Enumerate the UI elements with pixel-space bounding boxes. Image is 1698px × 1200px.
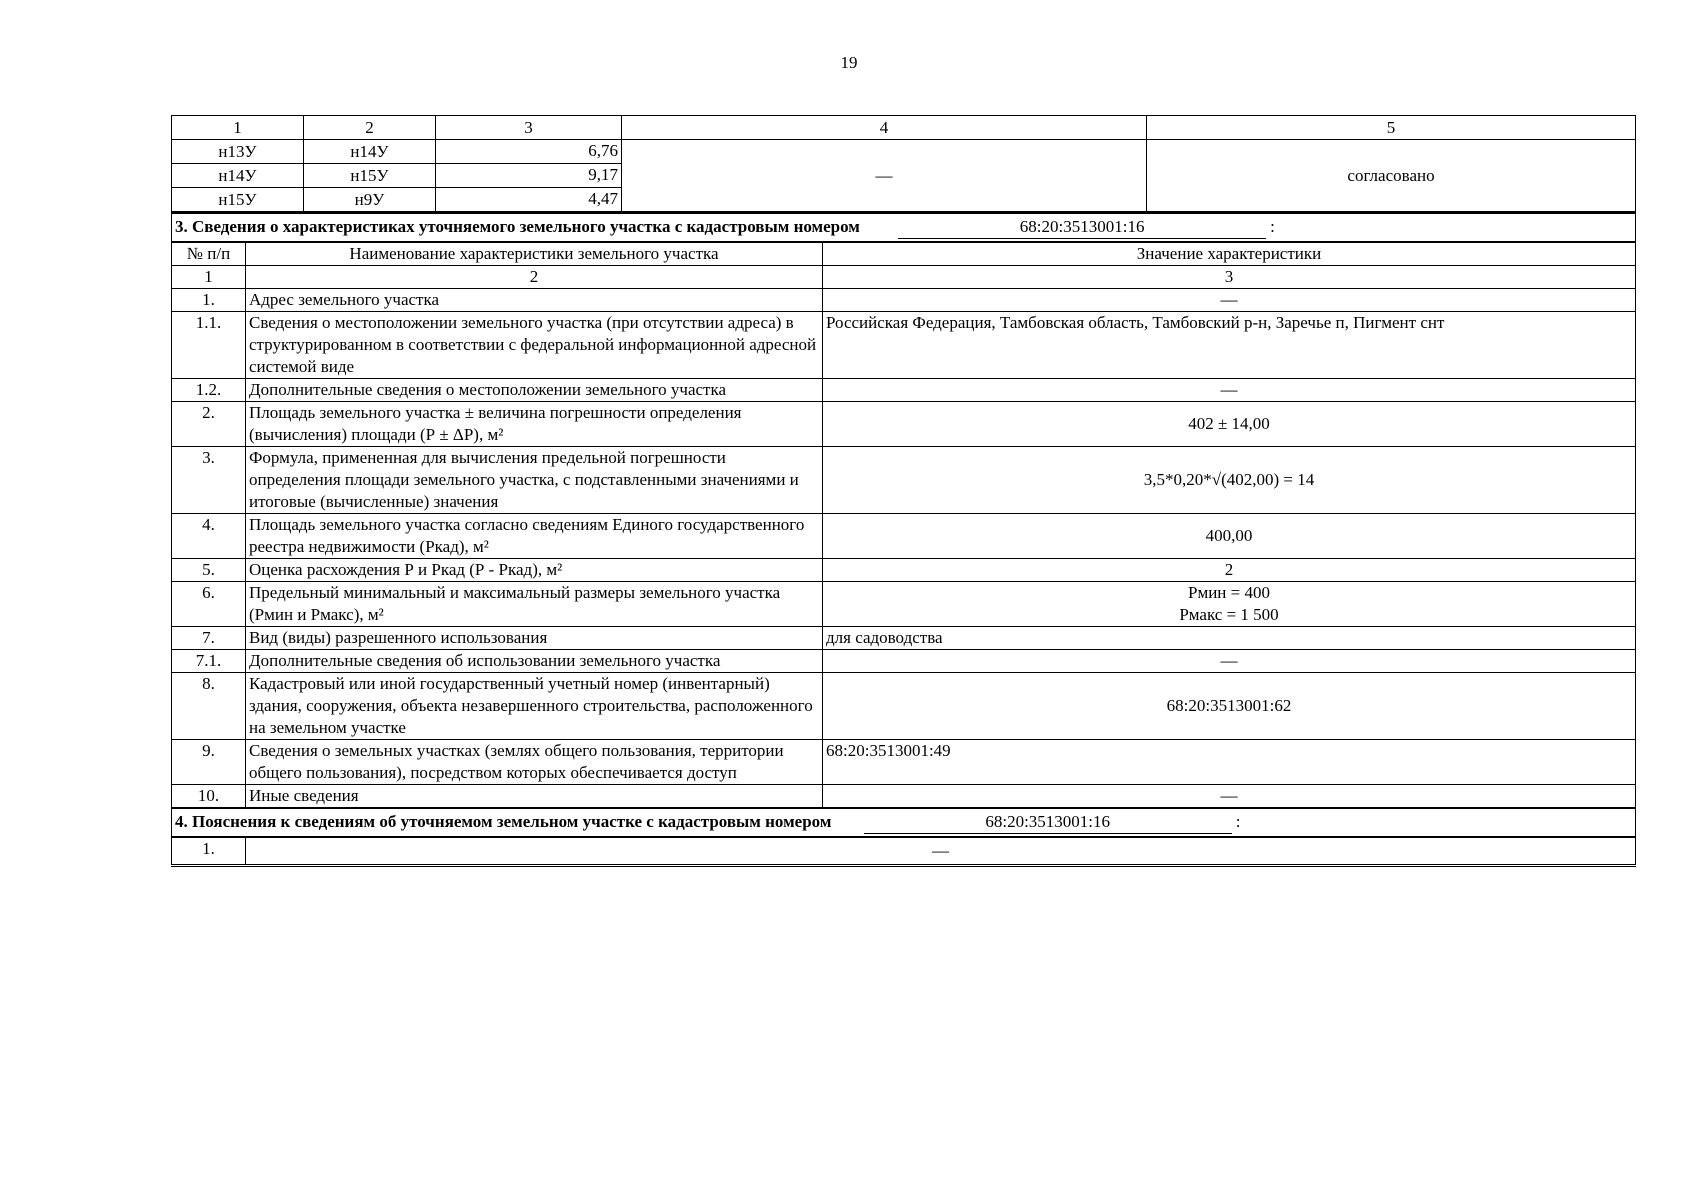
row-num: 6. (172, 582, 246, 627)
index-cell: 2 (246, 266, 823, 289)
row-num: 1.2. (172, 379, 246, 402)
header-cell: 4 (622, 116, 1147, 140)
section-3-title-row (172, 213, 1636, 242)
table-row (172, 559, 1636, 582)
row-value: — (823, 650, 1636, 673)
section-4-title-cell (172, 808, 1636, 837)
row-num: 8. (172, 673, 246, 740)
table-row (172, 514, 1636, 559)
point-from: н15У (172, 188, 304, 212)
row-name: Адрес земельного участка (246, 289, 823, 312)
section-3-colon: : (1270, 217, 1275, 236)
header-cell: 3 (436, 116, 622, 140)
row-num: 10. (172, 785, 246, 809)
row-name: Площадь земельного участка согласно сведениям Единого государственного реестра недвижимости (Ркад), м² (246, 514, 823, 559)
segment-length: 9,17 (436, 164, 622, 188)
table-row (172, 289, 1636, 312)
row-value: — (823, 785, 1636, 809)
table-row (172, 740, 1636, 785)
table-row (172, 673, 1636, 740)
row-num: 1. (172, 837, 246, 866)
row-num: 7.1. (172, 650, 246, 673)
row-value: — (246, 837, 1636, 866)
point-to: н14У (304, 140, 436, 164)
header-cell: 5 (1147, 116, 1636, 140)
row-value (823, 582, 1636, 627)
table-row (172, 785, 1636, 809)
characteristics-index-row (172, 266, 1636, 289)
table-row (172, 140, 1636, 164)
document-sheet (171, 115, 1635, 867)
header-cell: 2 (304, 116, 436, 140)
column-5-value: согласовано (1147, 140, 1636, 212)
row-value: 68:20:3513001:62 (823, 673, 1636, 740)
table-row (172, 402, 1636, 447)
segment-length: 6,76 (436, 140, 622, 164)
row-value-min: Рмин = 400 (1188, 583, 1270, 602)
header-name: Наименование характеристики земельного участка (246, 242, 823, 266)
table-row (172, 312, 1636, 379)
section-3-title: 3. Сведения о характеристиках уточняемого земельного участка с кадастровым номером (175, 217, 860, 236)
row-value: 68:20:3513001:49 (823, 740, 1636, 785)
row-name: Иные сведения (246, 785, 823, 809)
row-value: 3,5*0,20*√(402,00) = 14 (823, 447, 1636, 514)
point-to: н15У (304, 164, 436, 188)
point-to: н9У (304, 188, 436, 212)
section-4-colon: : (1235, 812, 1241, 831)
boundary-table-header (172, 116, 1636, 140)
index-cell: 3 (823, 266, 1636, 289)
row-num: 1.1. (172, 312, 246, 379)
row-name: Дополнительные сведения о местоположении земельного участка (246, 379, 823, 402)
row-name: Кадастровый или иной государственный учетный номер (инвентарный) здания, сооружения, объекта незавершенного строительства, расположенного на земельном участке (246, 673, 823, 740)
segment-length: 4,47 (436, 188, 622, 212)
header-num: № п/п (172, 242, 246, 266)
section-3-title-cell (172, 213, 1636, 242)
index-cell: 1 (172, 266, 246, 289)
row-num: 2. (172, 402, 246, 447)
row-name: Формула, примененная для вычисления предельной погрешности определения площади земельного участка, с подставленными значениями и итоговые (вычисленные) значения (246, 447, 823, 514)
row-value: 402 ± 14,00 (823, 402, 1636, 447)
table-row (172, 582, 1636, 627)
point-from: н14У (172, 164, 304, 188)
row-num: 1. (172, 289, 246, 312)
section-3-cadastral-number: 68:20:3513001:16 (898, 216, 1266, 239)
boundary-table (171, 115, 1636, 212)
row-num: 4. (172, 514, 246, 559)
table-row (172, 627, 1636, 650)
table-row (172, 837, 1636, 866)
row-name: Сведения о местоположении земельного участка (при отсутствии адреса) в структурированном в соответствии с федеральной информационной адресной системой виде (246, 312, 823, 379)
row-value-max: Рмакс = 1 500 (1179, 605, 1279, 624)
table-row (172, 650, 1636, 673)
row-value: для садоводства (823, 627, 1636, 650)
row-value: 400,00 (823, 514, 1636, 559)
row-value: 2 (823, 559, 1636, 582)
characteristics-table (171, 212, 1636, 867)
row-num: 7. (172, 627, 246, 650)
row-num: 3. (172, 447, 246, 514)
characteristics-header (172, 242, 1636, 266)
section-4-title-row (172, 808, 1636, 837)
header-cell: 1 (172, 116, 304, 140)
row-name: Предельный минимальный и максимальный размеры земельного участка (Рмин и Рмакс), м² (246, 582, 823, 627)
point-from: н13У (172, 140, 304, 164)
row-name: Сведения о земельных участках (землях общего пользования, территории общего пользования), посредством которых обеспечивается доступ (246, 740, 823, 785)
column-4-value: — (622, 140, 1147, 212)
row-num: 5. (172, 559, 246, 582)
table-row (172, 447, 1636, 514)
header-value: Значение характеристики (823, 242, 1636, 266)
section-4-title: 4. Пояснения к сведениям об уточняемом земельном участке с кадастровым номером (175, 812, 832, 831)
table-row (172, 379, 1636, 402)
section-4-cadastral-number: 68:20:3513001:16 (864, 811, 1232, 834)
page-number: 19 (840, 53, 858, 72)
row-name: Площадь земельного участка ± величина погрешности определения (вычисления) площади (Р ± ΔР), м² (246, 402, 823, 447)
row-name: Вид (виды) разрешенного использования (246, 627, 823, 650)
row-name: Дополнительные сведения об использовании земельного участка (246, 650, 823, 673)
row-num: 9. (172, 740, 246, 785)
row-value: Российская Федерация, Тамбовская область, Тамбовский р-н, Заречье п, Пигмент снт (823, 312, 1636, 379)
row-name: Оценка расхождения Р и Ркад (Р - Ркад), м² (246, 559, 823, 582)
row-value: — (823, 379, 1636, 402)
row-value: — (823, 289, 1636, 312)
